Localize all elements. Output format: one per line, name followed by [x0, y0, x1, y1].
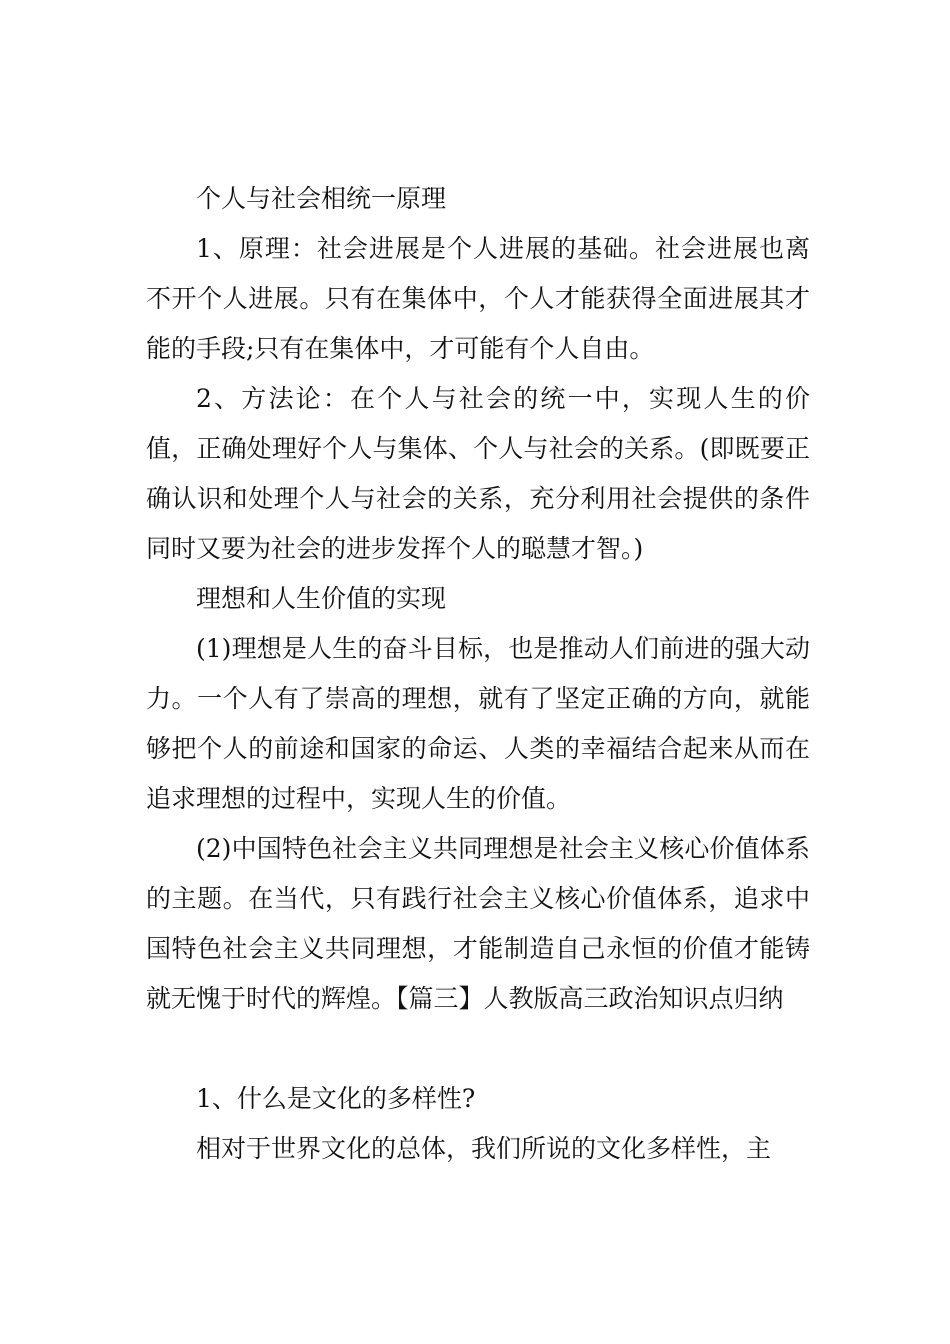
section-gap: [146, 1024, 810, 1074]
paragraph-cultural-diversity: 相对于世界文化的总体，我们所说的文化多样性，主: [196, 1134, 772, 1163]
heading-individual-society: 个人与社会相统一原理: [196, 184, 447, 213]
paragraph-principle: 1、原理：社会进展是个人进展的基础。社会进展也离不开个人进展。只有在集体中，个人才能获得全面进展其才能的手段;只有在集体中，才可能有个人自由。: [146, 234, 810, 363]
heading-cultural-diversity: 1、什么是文化的多样性?: [196, 1084, 476, 1113]
heading-ideals-life-value: 理想和人生价值的实现: [196, 584, 447, 613]
paragraph-methodology: 2、方法论：在个人与社会的统一中，实现人生的价值，正确处理好个人与集体、个人与社会的关系。(即既要正确认识和处理个人与社会的关系，充分利用社会提供的条件同时又要为社会的进步发挥个人的聪慧才智。): [146, 384, 810, 563]
paragraph-ideal-goal: (1)理想是人生的奋斗目标，也是推动人们前进的强大动力。一个人有了崇高的理想，就有了坚定正确的方向，就能够把个人的前途和国家的命运、人类的幸福结合起来从而在追求理想的过程中，实现人生的价值。: [146, 634, 810, 813]
paragraph-common-ideal: (2)中国特色社会主义共同理想是社会主义核心价值体系的主题。在当代，只有践行社会主义核心价值体系，追求中国特色社会主义共同理想，才能制造自己永恒的价值才能铸就无愧于时代的辉煌。【篇三】人教版高三政治知识点归纳: [146, 834, 810, 1013]
document-body: [146, 174, 810, 1174]
